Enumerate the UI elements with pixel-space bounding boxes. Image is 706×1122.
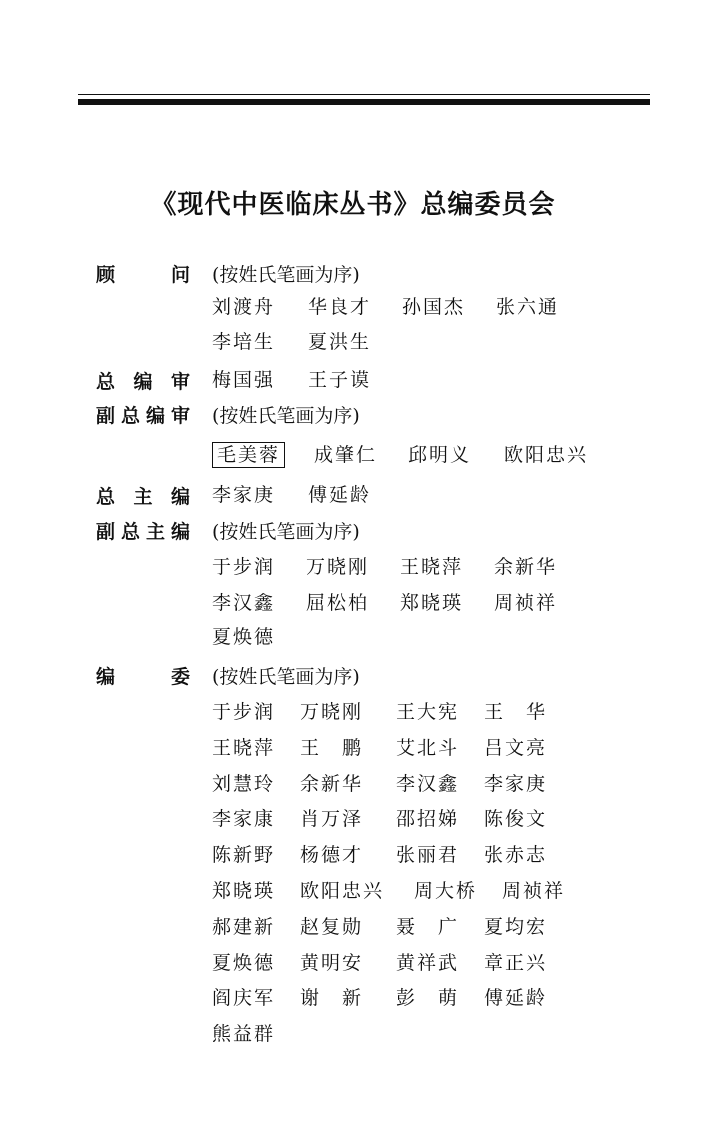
person-name: 谢 新 [300,987,364,1010]
name-row [0,622,706,658]
person-name: 成肇仁 [314,444,378,466]
chief-reviewer-row [0,365,706,401]
name-row [0,769,706,805]
person-name: 余新华 [300,772,364,795]
deputy-chief-reviewer-header-row [0,399,706,435]
person-name: 吕文亮 [484,736,548,759]
person-name: 张丽君 [396,844,460,867]
person-name: 肖万泽 [300,808,364,831]
role-label-deputy-chief-editor: 副 总 主 编 [96,520,190,543]
role-label-advisor: 顾 问 [96,263,190,286]
person-name: 欧阳忠兴 [300,880,385,902]
person-name: 邱明义 [408,444,472,466]
name-row [0,840,706,876]
person-name: 李家庚 [212,484,276,506]
person-name: 郑晓瑛 [212,880,276,902]
name-row [0,697,706,733]
chief-editor-row [0,480,706,516]
person-name: 邵招娣 [396,808,460,831]
person-name: 傅延龄 [484,987,548,1010]
ordering-note: (按姓氏笔画为序) [212,520,360,543]
person-name: 于步润 [212,556,276,578]
person-name: 郑晓瑛 [400,592,464,614]
person-name: 聂 广 [396,915,460,938]
person-name: 王子谟 [308,369,372,391]
person-name: 余新华 [494,556,558,578]
person-name: 章正兴 [484,951,548,974]
person-name: 李汉鑫 [212,592,276,614]
person-name: 彭 萌 [396,987,460,1010]
person-name: 赵复勋 [300,915,364,938]
person-name: 李培生 [212,331,276,353]
person-name: 杨德才 [300,844,364,867]
person-name: 欧阳忠兴 [504,444,589,466]
person-name: 阎庆军 [212,987,276,1010]
person-name: 李家康 [212,808,276,831]
name-row [0,292,706,328]
person-name: 夏焕德 [212,626,276,648]
top-rule-thin [78,94,650,95]
name-row [0,983,706,1019]
name-row [0,327,706,363]
person-name: 夏焕德 [212,951,276,974]
person-name: 于步润 [212,701,276,723]
name-row [0,588,706,624]
name-row [0,876,706,912]
person-name: 夏均宏 [484,915,548,938]
person-name: 傅延龄 [308,484,372,506]
name-row [0,1019,706,1055]
person-name: 屈松柏 [306,592,370,614]
boxed-person-name: 毛美蓉 [212,442,285,468]
ordering-note: (按姓氏笔画为序) [212,665,360,688]
ordering-note: (按姓氏笔画为序) [212,263,360,286]
person-name: 王大宪 [396,701,460,723]
top-rule-thick [78,99,650,105]
name-row [0,948,706,984]
role-label-chief-reviewer: 总 编 审 [96,370,190,393]
name-row [0,552,706,588]
person-name: 黄祥武 [396,951,460,974]
person-name: 王晓萍 [400,556,464,578]
role-label-chief-editor: 总 主 编 [96,485,190,508]
role-label-deputy-chief-reviewer: 副 总 编 审 [96,404,190,427]
person-name: 万晓刚 [300,701,364,723]
person-name: 陈俊文 [484,808,548,831]
person-name: 王 鹏 [300,736,364,759]
person-name: 刘慧玲 [212,772,276,795]
person-name: 刘渡舟 [212,296,276,318]
person-name: 王晓萍 [212,736,276,759]
person-name: 周大桥 [414,880,478,902]
person-name: 郝建新 [212,915,276,938]
person-name: 周祯祥 [502,880,566,902]
person-name: 李家庚 [484,772,548,795]
name-row [0,912,706,948]
editorial-board-header-row [0,660,706,696]
name-row [0,440,706,476]
ordering-note: (按姓氏笔画为序) [212,404,360,427]
person-name: 张赤志 [484,844,548,867]
person-name: 万晓刚 [306,556,370,578]
person-name: 王 华 [484,701,548,723]
name-row [0,804,706,840]
person-name: 夏洪生 [308,331,372,353]
person-name: 熊益群 [212,1023,276,1046]
name-row [0,733,706,769]
person-name: 周祯祥 [494,592,558,614]
advisor-header-row [0,258,706,294]
person-name: 黄明安 [300,951,364,974]
page-title: 《现代中医临床丛书》总编委员会 [150,190,556,220]
deputy-chief-editor-header-row [0,515,706,551]
person-name: 华良才 [308,296,372,318]
role-label-editorial-board: 编 委 [96,665,190,688]
person-name: 艾北斗 [396,736,460,759]
person-name: 李汉鑫 [396,772,460,795]
person-name: 梅国强 [212,369,276,391]
person-name: 张六通 [496,296,560,318]
person-name: 陈新野 [212,844,276,867]
person-name: 孙国杰 [402,296,466,318]
